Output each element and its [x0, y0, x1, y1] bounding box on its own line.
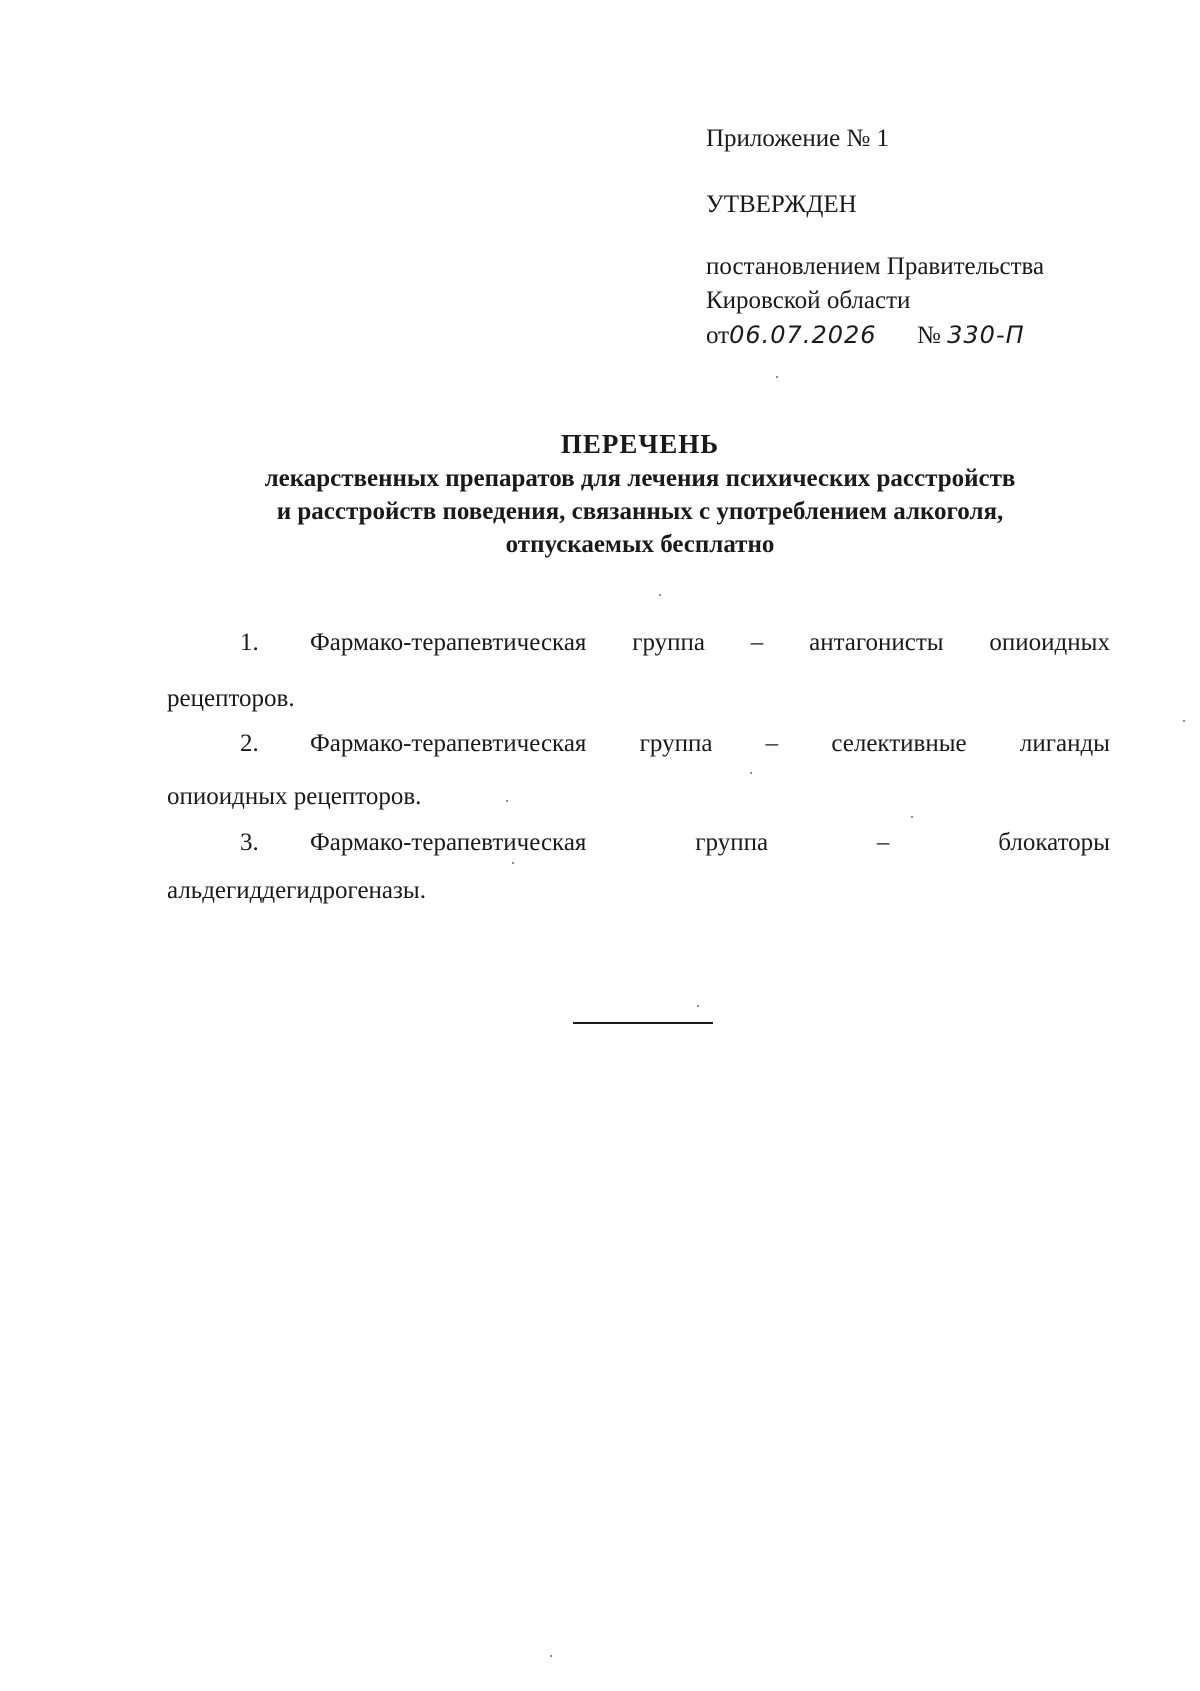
list-item-word: блокаторы: [998, 829, 1110, 856]
list-item-word: Фармако-терапевтическая: [310, 829, 587, 856]
scan-speck: [911, 816, 913, 818]
scan-speck: [750, 772, 752, 774]
handwritten-date: 06.07.2026: [729, 321, 877, 349]
list-item-text-group: [240, 628, 586, 658]
scan-speck: [776, 376, 778, 378]
title-line-1: лекарственных препаратов для лечения психических расстройств: [264, 465, 1016, 492]
list-item-word: селективные: [831, 730, 967, 757]
scan-speck: [506, 800, 508, 802]
list-item-word: –: [765, 730, 779, 757]
end-divider: [573, 1022, 713, 1024]
list-item-number: 3.: [240, 829, 259, 856]
approval-line-2: Кировской области: [706, 287, 911, 314]
list-item-word: Фармако-терапевтическая: [310, 730, 587, 757]
title-line-3: отпускаемых бесплатно: [505, 531, 775, 558]
approved-label: УТВЕРЖДЕН: [706, 191, 857, 218]
list-item-continuation: опиоидных рецепторов.: [167, 783, 422, 810]
list-item-text-group: [240, 729, 586, 759]
list-item-word: Фармако-терапевтическая: [310, 629, 587, 656]
list-item-number: 1.: [240, 629, 259, 656]
list-item-3: [240, 828, 1110, 858]
appendix-label: Приложение № 1: [706, 125, 890, 152]
title-line-2: и расстройств поведения, связанных с употреблением алкоголя,: [276, 498, 1004, 525]
list-item-word: опиоидных: [989, 629, 1110, 656]
scan-speck: [550, 1655, 552, 1657]
handwritten-number: 330-П: [947, 321, 1025, 349]
number-prefix: №: [917, 322, 941, 349]
scan-speck: [1183, 720, 1185, 722]
list-item-word: группа: [695, 829, 769, 856]
list-item-1: [240, 628, 1110, 658]
list-item-2: [240, 729, 1110, 759]
scan-speck: [697, 1005, 699, 1007]
list-item-number: 2.: [240, 730, 259, 757]
approval-line-1: постановлением Правительства: [706, 253, 1045, 280]
list-item-word: группа: [639, 730, 713, 757]
date-prefix: от: [706, 322, 730, 349]
list-item-text-group: [240, 828, 586, 858]
list-item-word: –: [876, 829, 890, 856]
list-item-continuation: рецепторов.: [167, 685, 295, 712]
list-item-word: группа: [632, 629, 705, 656]
approval-date-line: [706, 320, 1025, 351]
list-item-continuation: альдегиддегидрогеназы.: [167, 877, 426, 904]
scan-speck: [659, 594, 661, 596]
document-title: ПЕРЕЧЕНЬ: [560, 429, 720, 459]
list-item-word: –: [750, 629, 764, 656]
list-item-word: антагонисты: [809, 629, 944, 656]
list-item-word: лиганды: [1019, 730, 1110, 757]
scan-speck: [512, 862, 514, 864]
